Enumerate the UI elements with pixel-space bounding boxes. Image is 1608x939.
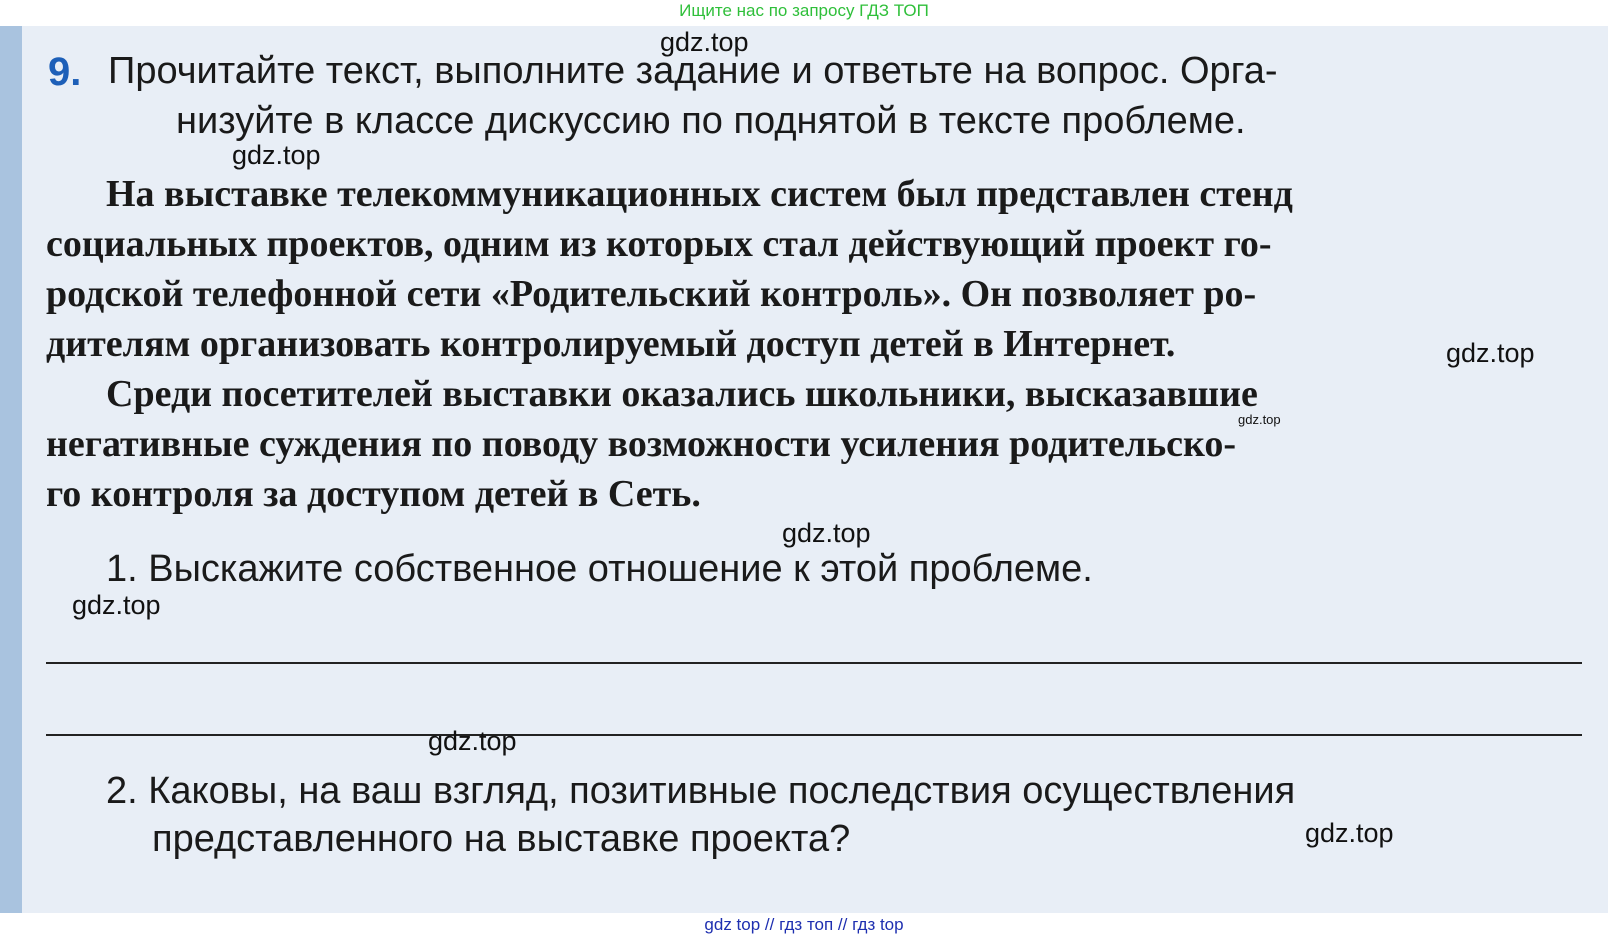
answer-line-1[interactable] <box>46 662 1582 664</box>
watermark: gdz.top <box>428 726 517 756</box>
watermark: gdz.top <box>1238 412 1281 427</box>
question-1: 1. Выскажите собственное отношение к этой проблеме. <box>106 548 1093 590</box>
search-banner: Ищите нас по запросу ГДЗ ТОП <box>679 1 929 20</box>
watermark: gdz.top <box>1305 818 1394 848</box>
paragraph2-line-1: Среди посетителей выставки оказались школьники, высказавшие <box>106 373 1258 415</box>
question-2-line-2: представленного на выставке проекта? <box>152 818 851 860</box>
question-2-line-1: 2. Каковы, на ваш взгляд, позитивные последствия осуществления <box>106 770 1296 812</box>
paragraph1-line-2: социальных проектов, одним из которых стал действующий проект го- <box>46 223 1272 265</box>
watermark: gdz.top <box>72 590 161 620</box>
paragraph1-line-1: На выставке телекоммуникационных систем был представлен стенд <box>106 173 1293 215</box>
paragraph1-line-3: родской телефонной сети «Родительский контроль». Он позволяет ро- <box>46 273 1257 315</box>
instruction-line-2: низуйте в классе дискуссию по поднятой в тексте проблеме. <box>176 100 1246 142</box>
footer-watermark: gdz top // гдз топ // гдз top <box>704 915 904 934</box>
paragraph1-line-4: дителям организовать контролируемый доступ детей в Интернет. <box>46 323 1176 365</box>
task-number: 9. <box>48 50 82 94</box>
watermark: gdz.top <box>1446 338 1535 368</box>
paragraph2-line-3: го контроля за доступом детей в Сеть. <box>46 473 701 515</box>
answer-line-2[interactable] <box>46 734 1582 736</box>
paragraph2-line-2: негативные суждения по поводу возможности усиления родительско- <box>46 423 1237 465</box>
page-edge-strip <box>0 26 22 913</box>
watermark: gdz.top <box>782 518 871 548</box>
instruction-line-1: Прочитайте текст, выполните задание и ответьте на вопрос. Орга- <box>108 50 1278 92</box>
watermark: gdz.top <box>232 140 321 170</box>
watermark: gdz.top <box>660 27 749 57</box>
